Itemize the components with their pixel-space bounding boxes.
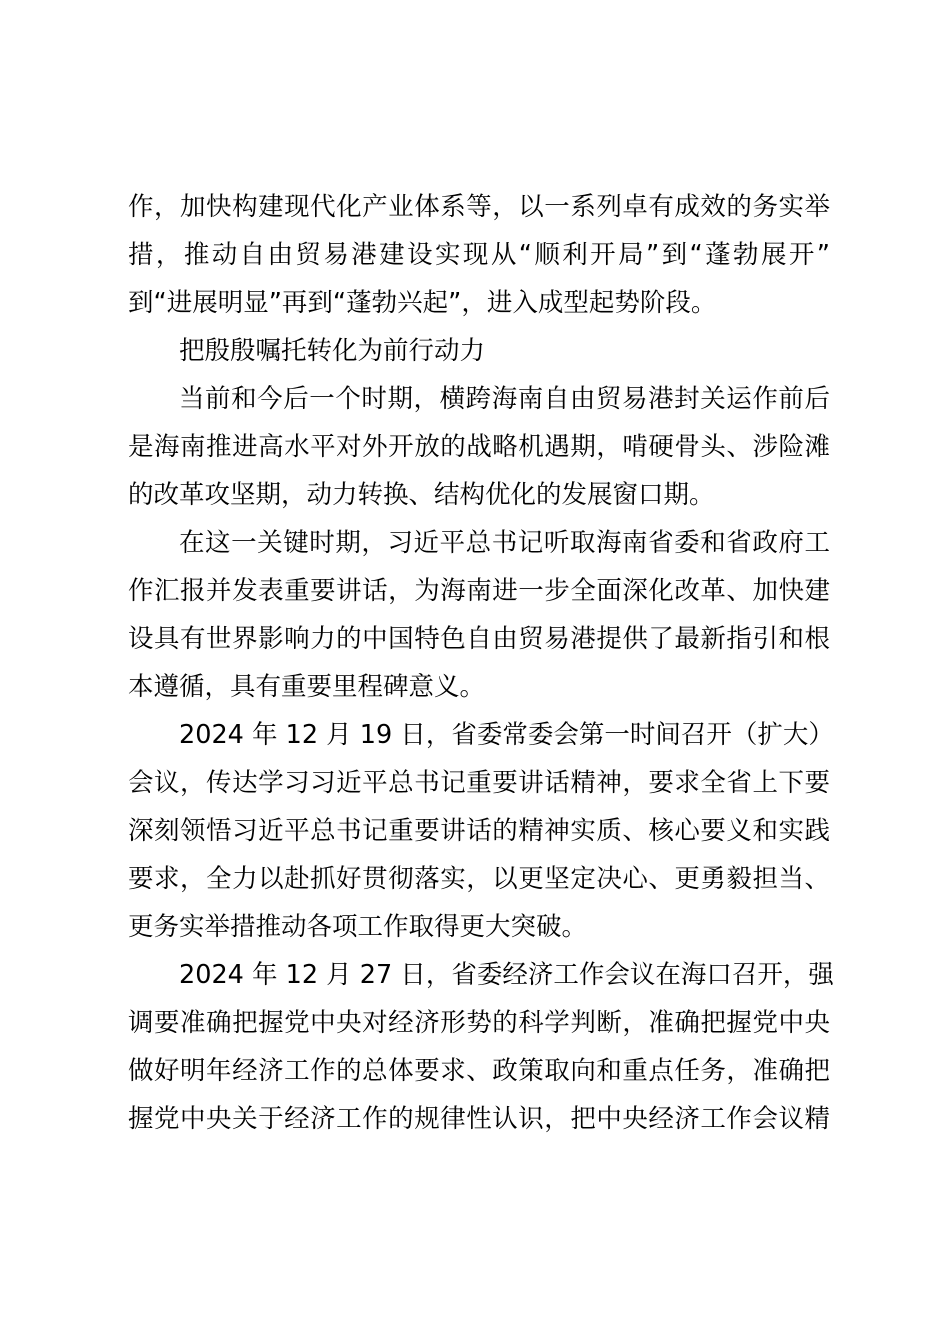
paragraph xyxy=(128,711,834,951)
text-line: 调要准确把握党中央对经济形势的科学判断，准确把握党中央 xyxy=(128,1008,830,1038)
text-line: 当前和今后一个时期，横跨海南自由贸易港封关运作前后 xyxy=(179,384,830,414)
text-line: 深刻领悟习近平总书记重要讲话的精神实质、核心要义和实践 xyxy=(128,816,830,846)
paragraph xyxy=(128,375,830,519)
text-line: 措，推动自由贸易港建设实现从“顺利开局”到“蓬勃展开” xyxy=(128,240,830,270)
text-line: 是海南推进高水平对外开放的战略机遇期，啃硬骨头、涉险滩 xyxy=(128,432,830,462)
document-page xyxy=(128,183,834,1143)
text-line: 握党中央关于经济工作的规律性认识，把中央经济工作会议精 xyxy=(128,1104,830,1134)
text-line: 作，加快构建现代化产业体系等，以一系列卓有成效的务实举 xyxy=(128,192,830,222)
text-line: 设具有世界影响力的中国特色自由贸易港提供了最新指引和根 xyxy=(128,624,830,654)
text-line: 到“进展明显”再到“蓬勃兴起”，进入成型起势阶段。 xyxy=(128,288,717,318)
paragraph xyxy=(128,519,830,711)
text-line: 会议，传达学习习近平总书记重要讲话精神，要求全省上下要 xyxy=(128,768,830,798)
paragraph xyxy=(128,951,834,1143)
heading-text: 把殷殷嘱托转化为前行动力 xyxy=(179,336,486,366)
text-line: 做好明年经济工作的总体要求、政策取向和重点任务，准确把 xyxy=(128,1056,830,1086)
text-line: 要求，全力以赴抓好贯彻落实，以更坚定决心、更勇毅担当、 xyxy=(128,864,830,894)
text-line: 作汇报并发表重要讲话，为海南进一步全面深化改革、加快建 xyxy=(128,576,830,606)
paragraph-continuation xyxy=(128,183,830,327)
text-line: 2024 年 12 月 19 日，省委常委会第一时间召开（扩大） xyxy=(179,720,834,750)
text-line: 的改革攻坚期，动力转换、结构优化的发展窗口期。 xyxy=(128,480,715,510)
text-line: 在这一关键时期，习近平总书记听取海南省委和省政府工 xyxy=(179,528,830,558)
text-line: 2024 年 12 月 27 日，省委经济工作会议在海口召开，强 xyxy=(179,960,834,990)
section-heading xyxy=(128,327,830,375)
text-line: 更务实举措推动各项工作取得更大突破。 xyxy=(128,912,588,942)
text-line: 本遵循，具有重要里程碑意义。 xyxy=(128,672,486,702)
